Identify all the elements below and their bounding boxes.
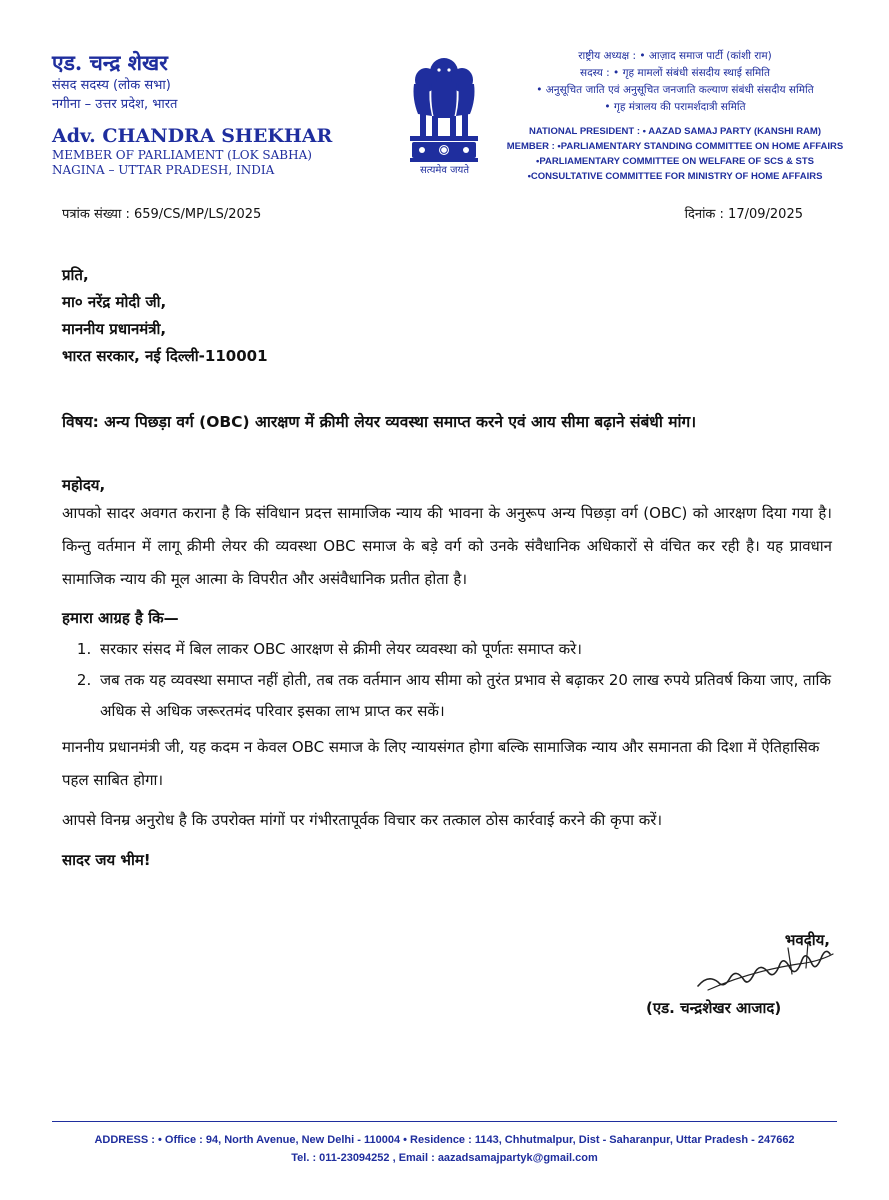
english-title: MEMBER OF PARLIAMENT (LOK SABHA)	[52, 148, 312, 162]
letterhead-left	[52, 50, 382, 178]
right-english-line: •CONSULTATIVE COMMITTEE FOR MINISTRY OF HOME AFFAIRS	[527, 171, 823, 182]
hindi-name: एड. चन्द्र शेखर	[52, 50, 168, 75]
list-item: 2. जब तक यह व्यवस्था समाप्त नहीं होती, तब तक वर्तमान आय सीमा को तुरंत प्रभाव से बढ़ाकर 20 लाख रुपये प्रतिवर्ष किया जाए, ताकि अधिक से अधिक जरूरतमंद परिवार इसका लाभ प्राप्त कर सकें।	[96, 665, 832, 727]
hindi-location: नगीना – उत्तर प्रदेश, भारत	[52, 97, 178, 112]
body-paragraph: आपको सादर अवगत कराना है कि संविधान प्रदत्त सामाजिक न्याय की भावना के अनुरूप अन्य पिछड़ा वर्ग (OBC) को आरक्षण दिया गया है। किन्तु वर्तमान में लागू क्रीमी लेयर की व्यवस्था OBC समाज के बड़े वर्ग को उनके संवैधानिक अधिकारों से वंचित कर रही है। यह प्रावधान सामाजिक न्याय की मूल आत्मा के विपरीत और असंवैधानिक प्रतीत होता है।	[62, 504, 832, 588]
signature-block	[640, 930, 840, 1030]
body-paragraph: आपसे विनम्र अनुरोध है कि उपरोक्त मांगों पर गंभीरतापूर्वक विचार कर तत्काल ठोस कार्रवाई करने की कृपा करें।	[62, 811, 663, 829]
regards-text: भवदीय,	[784, 931, 830, 949]
footer	[0, 1131, 889, 1167]
right-english-line: •PARLIAMENTARY COMMITTEE ON WELFARE OF SCS & STS	[536, 156, 814, 167]
request-list	[62, 634, 832, 727]
hindi-title: संसद सदस्य (लोक सभा)	[52, 78, 171, 93]
emblem-motto: सत्यमेव जयते	[419, 165, 470, 176]
salutation: महोदय,	[62, 476, 106, 494]
subject-line: विषय: अन्य पिछड़ा वर्ग (OBC) आरक्षण में क्रीमी लेयर व्यवस्था समाप्त करने एवं आय सीमा बढ़ाने संबंधी मांग।	[62, 413, 697, 431]
english-name: Adv. CHANDRA SHEKHAR	[52, 125, 333, 147]
recipient-line: प्रति,	[62, 266, 89, 284]
handwritten-signature-icon	[688, 934, 838, 1004]
right-english-line: NATIONAL PRESIDENT : • AAZAD SAMAJ PARTY (KANSHI RAM)	[528, 126, 822, 137]
right-hindi-line: • अनुसूचित जाति एवं अनुसूचित जनजाति कल्याण संबंधी संसदीय समिति	[536, 84, 814, 96]
right-english-line: MEMBER : •PARLIAMENTARY STANDING COMMITTEE ON HOME AFFAIRS	[506, 141, 844, 152]
footer-divider	[52, 1121, 837, 1122]
national-emblem-icon	[392, 48, 497, 180]
body-paragraph: माननीय प्रधानमंत्री जी, यह कदम न केवल OBC समाज के लिए न्यायसंगत होगा बल्कि सामाजिक न्याय और समानता की दिशा में ऐतिहासिक पहल साबित होगा।	[62, 738, 820, 789]
right-hindi-line: सदस्य : • गृह मामलों संबंधी संसदीय स्थाई समिति	[580, 67, 770, 79]
recipient-line: माननीय प्रधानमंत्री,	[62, 320, 167, 338]
request-heading: हमारा आग्रह है कि—	[62, 609, 179, 627]
english-location: NAGINA – UTTAR PRADESH, INDIA	[52, 163, 275, 177]
letterhead	[0, 0, 889, 200]
reference-number: पत्रांक संख्या : 659/CS/MP/LS/2025	[62, 207, 262, 222]
list-item: 1. सरकार संसद में बिल लाकर OBC आरक्षण से क्रीमी लेयर व्यवस्था को पूर्णतः समाप्त करे।	[96, 634, 832, 665]
recipient-line: भारत सरकार, नई दिल्ली-110001	[62, 347, 268, 365]
signatory-name: (एड. चन्द्रशेखर आजाद)	[646, 999, 782, 1017]
footer-address: ADDRESS : • Office : 94, North Avenue, New Delhi - 110004 • Residence : 1143, Chhutmalpur, Dist - Saharanpur, Uttar Pradesh - 247662	[94, 1134, 795, 1146]
letterhead-right	[505, 48, 845, 184]
letter-body	[62, 262, 832, 875]
closing-line: सादर जय भीम!	[62, 851, 151, 869]
footer-contact: Tel. : 011-23094252 , Email : aazadsamajpartyk@gmail.com	[291, 1152, 598, 1164]
right-hindi-line: • गृह मंत्रालय की परामर्शदात्री समिति	[604, 101, 746, 113]
letter-date: दिनांक : 17/09/2025	[684, 207, 803, 222]
recipient-line: मा० नरेंद्र मोदी जी,	[62, 293, 167, 311]
right-hindi-line: राष्ट्रीय अध्यक्ष : • आज़ाद समाज पार्टी (कांशी राम)	[578, 50, 772, 62]
